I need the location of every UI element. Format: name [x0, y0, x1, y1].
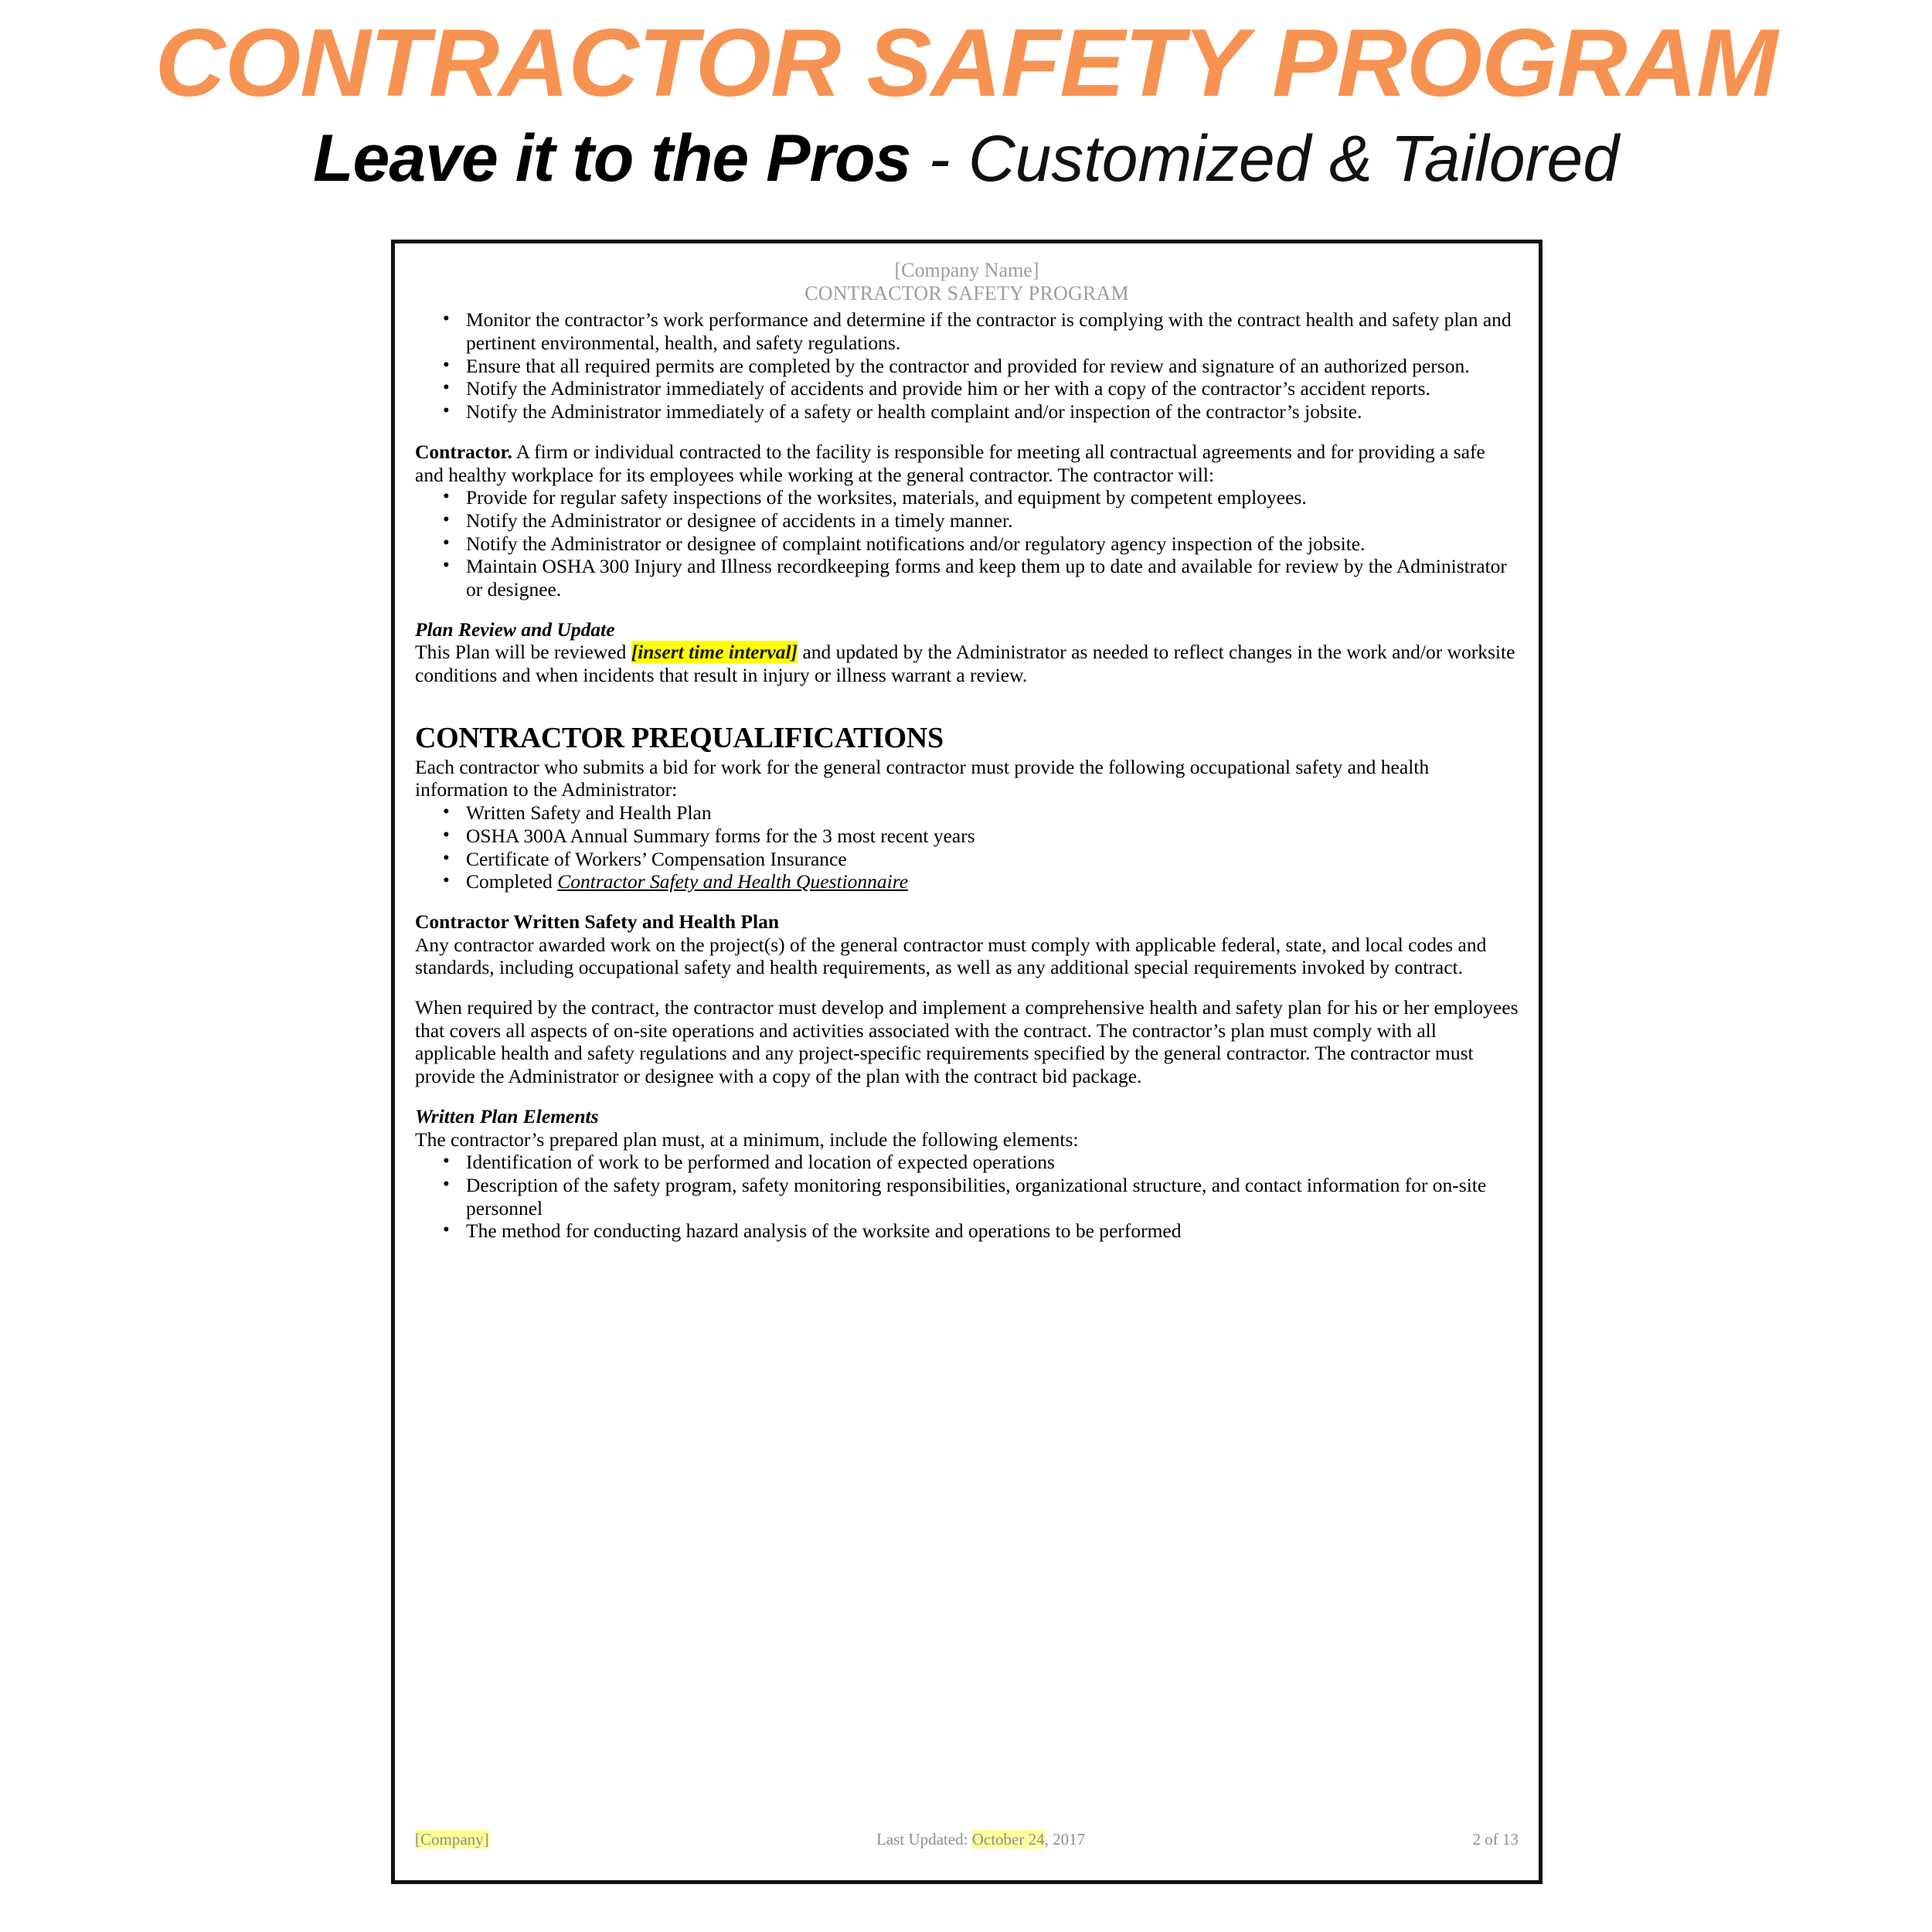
footer-last-updated-year: , 2017	[1044, 1829, 1086, 1849]
list-item-text: Ensure that all required permits are completed by the contractor and provided for review and signature of an authorized person.	[466, 354, 1470, 377]
footer-last-updated-date[interactable]: October 24	[971, 1829, 1045, 1849]
plan-elements-intro: The contractor’s prepared plan must, at a minimum, include the following elements:	[415, 1128, 1079, 1151]
list-item-text: Certificate of Workers’ Compensation Insurance	[466, 847, 847, 870]
list-item	[415, 509, 1519, 532]
document-sheet	[391, 240, 1543, 1884]
paragraph-spacer	[415, 979, 1519, 996]
banner-subtitle-strong: Leave it to the Pros	[313, 121, 911, 196]
document-running-footer	[415, 1830, 1519, 1849]
list-item-text: Description of the safety program, safety monitoring responsibilities, organizational structure, and contact information for on-site personnel	[466, 1173, 1487, 1219]
list-item-text: Monitor the contractor’s work performance and determine if the contractor is complying with the contract health and safety plan and pertinent environmental, health, and safety regulations.	[466, 308, 1512, 355]
footer-company-placeholder-wrap	[415, 1830, 489, 1849]
administrator-duties-list	[415, 308, 1519, 423]
header-document-title: CONTRACTOR SAFETY PROGRAM	[804, 282, 1129, 305]
plan-review-paragraph	[415, 641, 1519, 686]
list-item	[415, 870, 1519, 893]
plan-review-heading: Plan Review and Update	[415, 617, 615, 641]
prequalifications-heading: CONTRACTOR PREQUALIFICATIONS	[415, 721, 944, 754]
list-item-text: Notify the Administrator immediately of accidents and provide him or her with a copy of the contractor’s accident reports.	[466, 377, 1430, 400]
list-item	[415, 825, 1519, 848]
plan-elements-list	[415, 1151, 1519, 1243]
contractor-duties-list	[415, 486, 1519, 601]
list-item-text: Maintain OSHA 300 Injury and Illness recordkeeping forms and keep them up to date and available for review by the Administrator or designee.	[466, 555, 1507, 601]
plan-review-text-after: and updated by the Administrator as needed to reflect changes in the work and/or worksite conditions and when incidents that result in injury or illness warrant a review.	[415, 641, 1515, 687]
list-item	[415, 801, 1519, 825]
plan-review-text-before: This Plan will be reviewed	[415, 641, 631, 664]
document-page-preview[interactable]	[391, 240, 1543, 1884]
written-plan-paragraph-1: Any contractor awarded work on the project(s) of the general contractor must comply with applicable federal, state, and local codes and standards, including occupational safety and health requirements, as well as any additional special requirements invoked by contract.	[415, 933, 1487, 979]
written-plan-heading: Contractor Written Safety and Health Plan	[415, 910, 780, 933]
prequalification-requirements-list	[415, 801, 1519, 893]
footer-last-updated	[489, 1830, 1473, 1849]
list-item	[415, 848, 1519, 871]
questionnaire-link[interactable]: Contractor Safety and Health Questionnaire	[557, 870, 909, 893]
header-company-name: [Company Name]	[894, 259, 1039, 281]
list-item-text: Notify the Administrator immediately of a safety or health complaint and/or inspection of the contractor’s jobsite.	[466, 400, 1362, 423]
banner-subtitle	[0, 121, 1932, 196]
list-item-text: Identification of work to be performed and location of expected operations	[466, 1151, 1055, 1174]
list-item	[415, 486, 1519, 509]
banner-title: CONTRACTOR SAFETY PROGRAM	[155, 10, 1777, 117]
insert-time-interval-placeholder[interactable]: [insert time interval]	[631, 641, 798, 664]
written-plan-paragraph-2: When required by the contract, the contractor must develop and implement a comprehensive health and safety plan for his or her employees that covers all aspects of on-site operations and activities associated with the contract. The contractor’s plan must comply with all applicable health and safety regulations and any project-specific requirements specified by the general contractor. The contractor must provide the Administrator or designee with a copy of the plan with the contract bid package.	[415, 996, 1519, 1088]
contractor-definition-text: A firm or individual contracted to the facility is responsible for meeting all contractual agreements and for providing a safe and healthy workplace for its employees while working at the general contractor. The contractor will:	[415, 440, 1485, 486]
document-running-header	[415, 259, 1519, 305]
list-item	[415, 1174, 1519, 1219]
contractor-lead-in: Contractor.	[415, 440, 512, 463]
list-item	[415, 400, 1519, 423]
banner-subtitle-light: - Customized & Tailored	[910, 122, 1619, 195]
list-item	[415, 532, 1519, 556]
list-item-text: The method for conducting hazard analysis of the worksite and operations to be performed	[466, 1219, 1182, 1243]
list-item-text: Completed	[466, 870, 558, 893]
list-item	[415, 555, 1519, 600]
footer-last-updated-prefix: Last Updated:	[876, 1829, 972, 1849]
document-body	[415, 308, 1519, 1243]
list-item	[415, 355, 1519, 378]
list-item	[415, 308, 1519, 354]
prequalifications-intro: Each contractor who submits a bid for work for the general contractor must provide the following occupational safety and health information to the Administrator:	[415, 755, 1430, 801]
promo-banner	[0, 0, 1932, 196]
list-item	[415, 1151, 1519, 1174]
contractor-definition-paragraph	[415, 440, 1519, 486]
list-item	[415, 377, 1519, 400]
list-item-text: Written Safety and Health Plan	[466, 801, 712, 825]
footer-company-placeholder[interactable]: [Company]	[415, 1829, 489, 1849]
list-item-text: Notify the Administrator or designee of complaint notifications and/or regulatory agency inspection of the jobsite.	[466, 532, 1366, 555]
plan-elements-heading: Written Plan Elements	[415, 1104, 599, 1128]
list-item-text: Notify the Administrator or designee of accidents in a timely manner.	[466, 509, 1013, 532]
list-item-text: OSHA 300A Annual Summary forms for the 3 most recent years	[466, 824, 975, 847]
list-item	[415, 1219, 1519, 1243]
footer-page-number: 2 of 13	[1472, 1829, 1519, 1849]
list-item-text: Provide for regular safety inspections of the worksites, materials, and equipment by competent employees.	[466, 486, 1307, 509]
